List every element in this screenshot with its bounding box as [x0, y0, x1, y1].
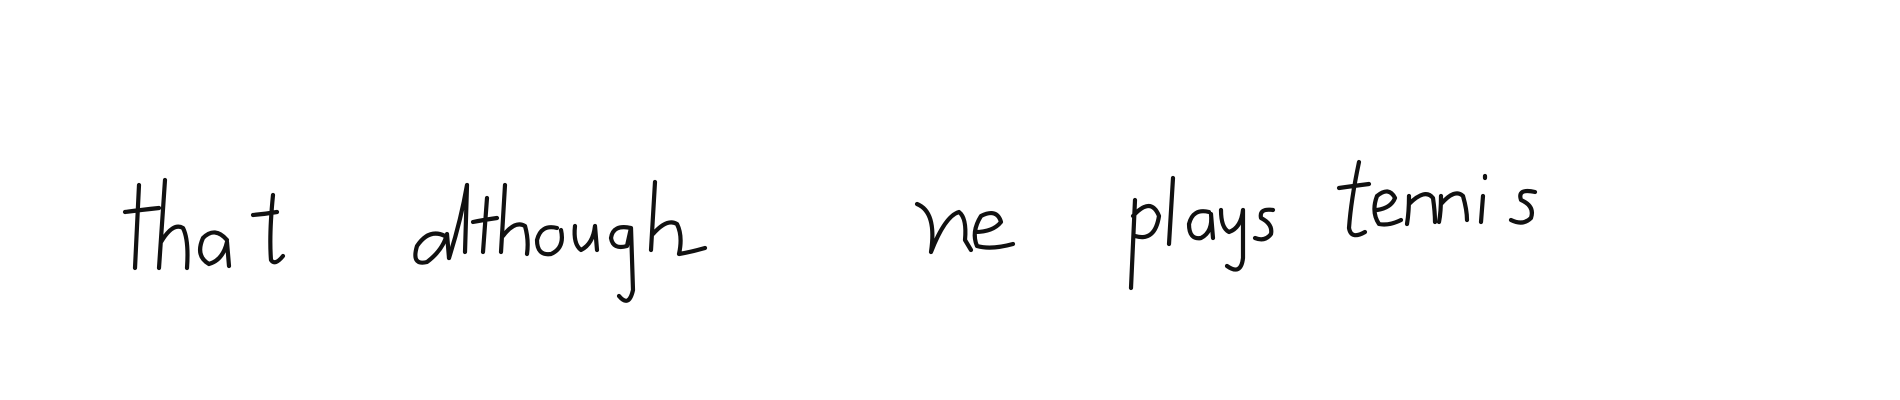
word-ink	[1125, 140, 1315, 300]
word-he	[915, 140, 1065, 300]
handwritten-line	[125, 140, 1725, 300]
word-that	[125, 140, 340, 300]
word-ink	[405, 140, 805, 300]
word-ink	[125, 140, 340, 300]
word-ink	[1325, 140, 1625, 300]
word-plays	[1125, 140, 1315, 300]
word-tennis	[1325, 140, 1625, 300]
word-although	[405, 140, 805, 300]
word-ink	[915, 140, 1065, 300]
